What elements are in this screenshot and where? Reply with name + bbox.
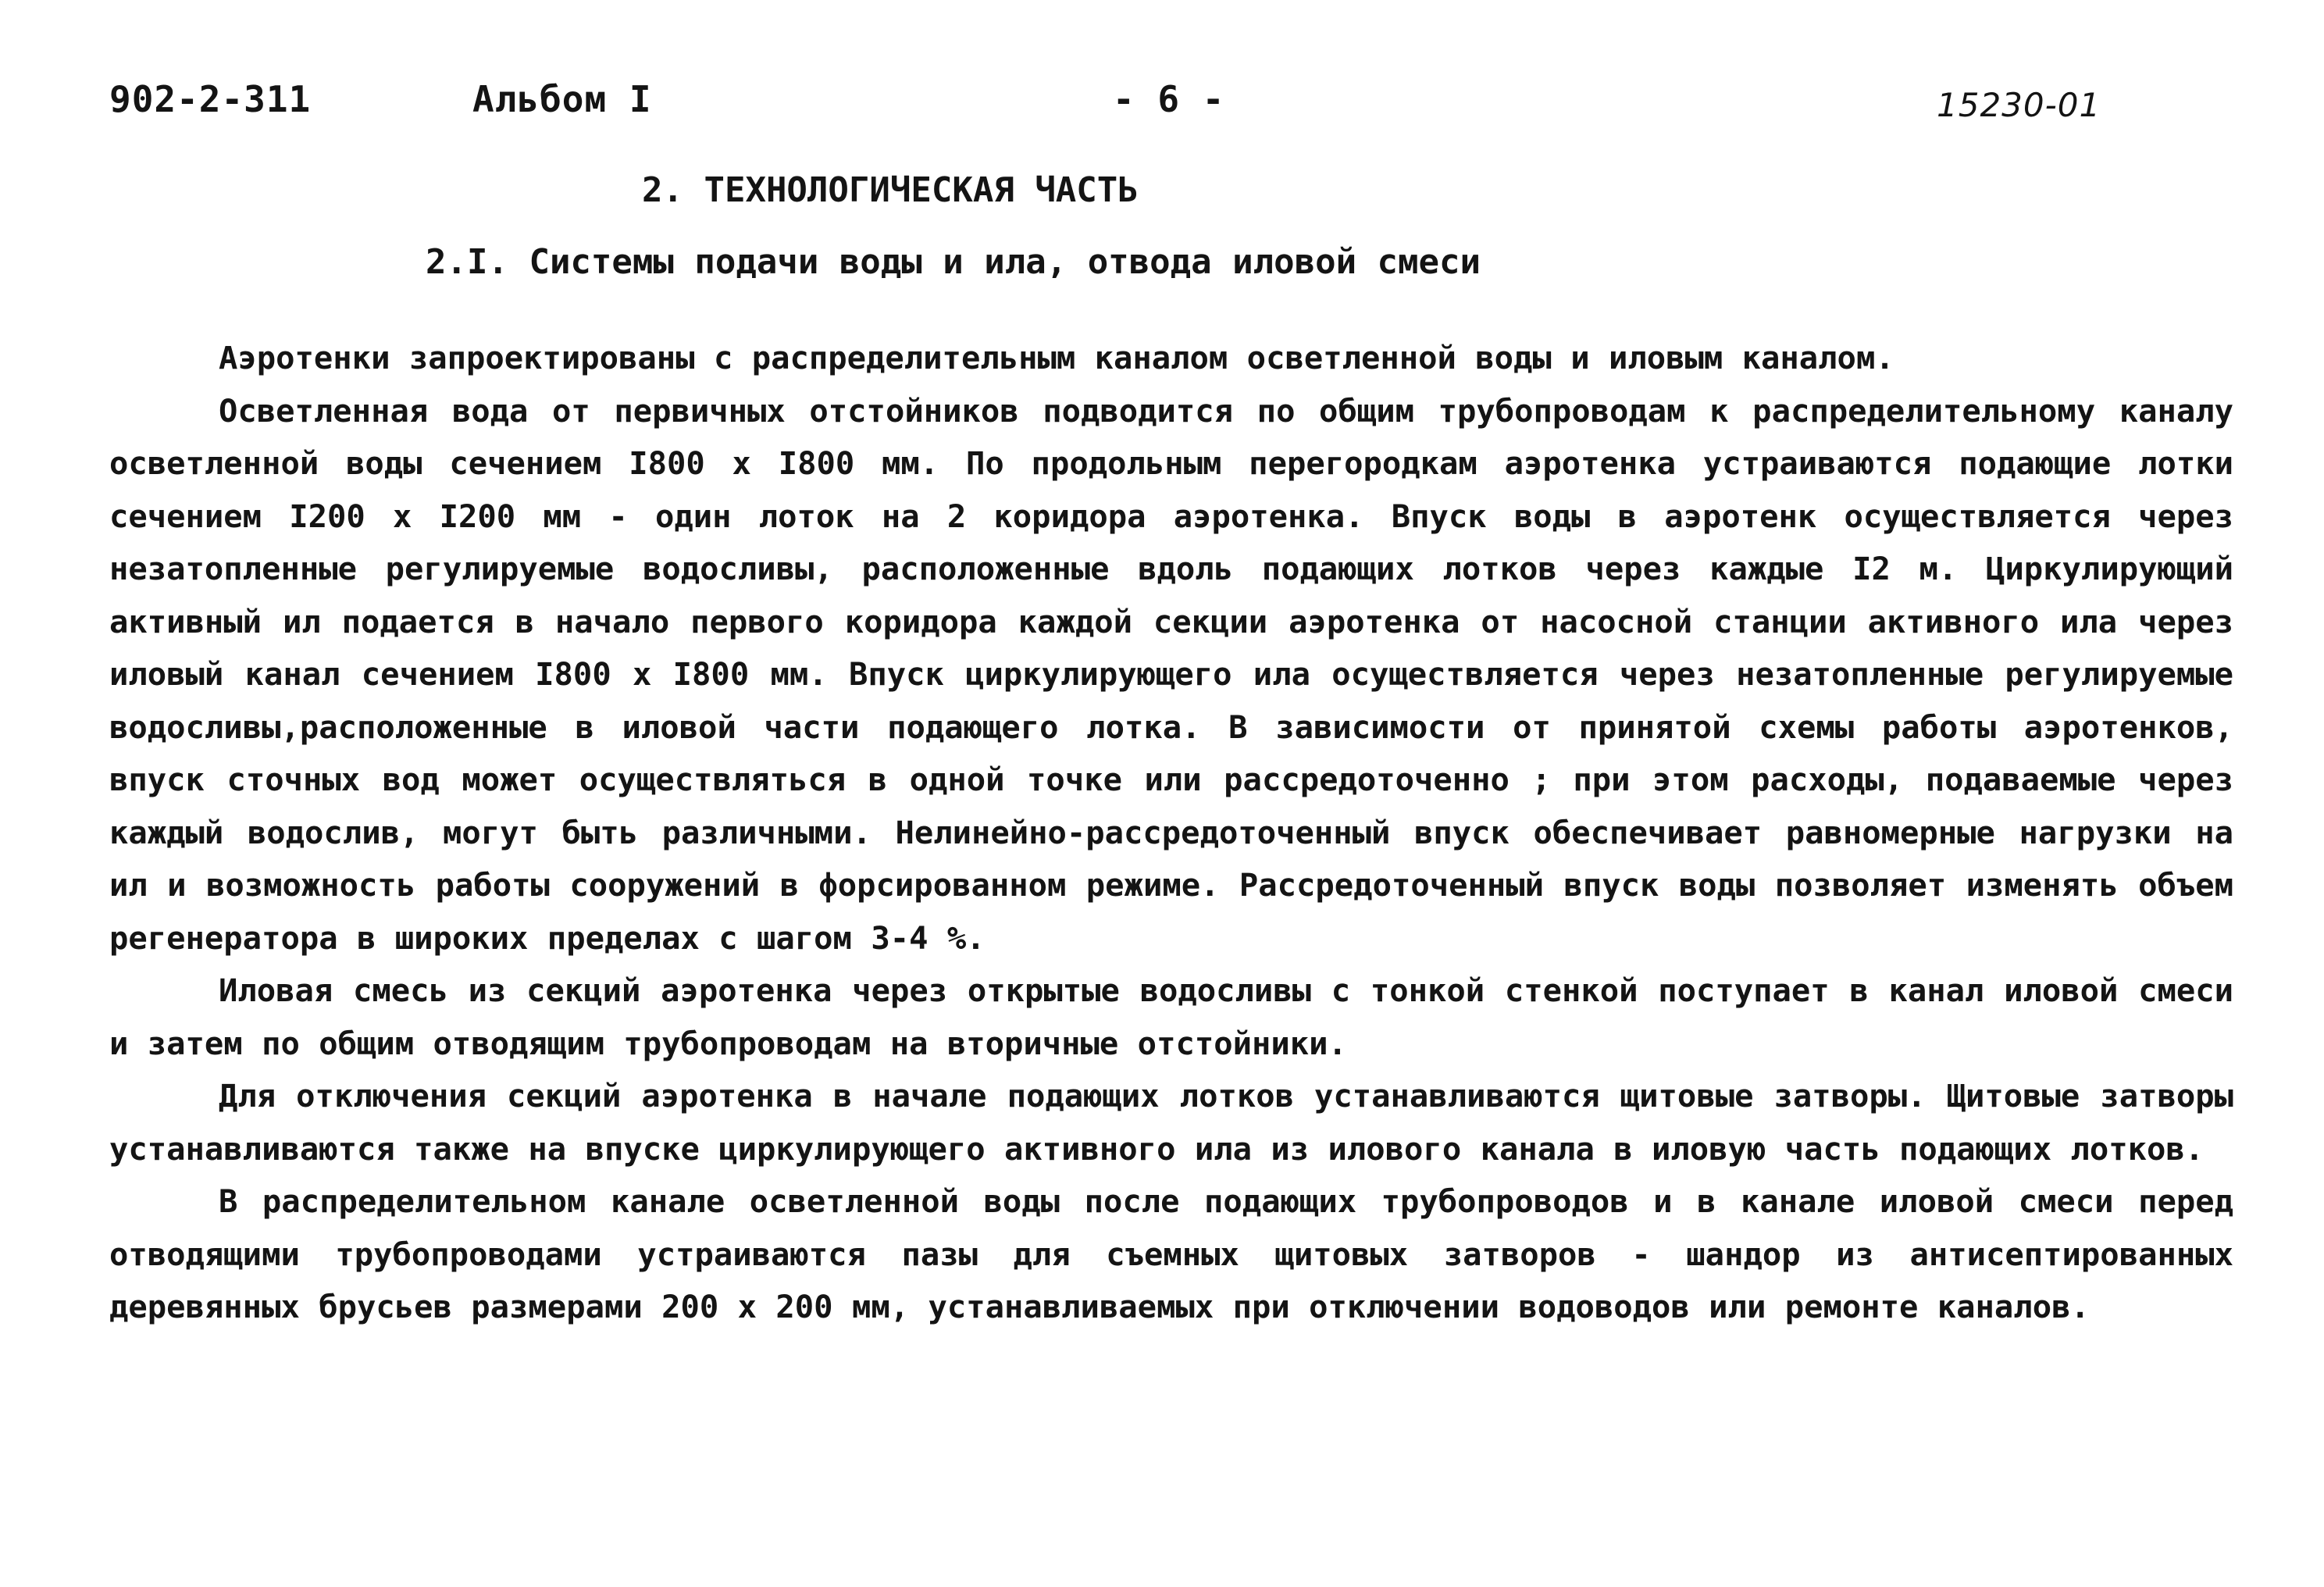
paragraph-gate-valves: Для отключения секций аэротенка в начале подающих лотков устанавливаются щитовые затворы. Щитовые затворы устанавливаются также на впуске циркулирующего активного ила из илового канала в иловую часть подающих лотков. (109, 1077, 2233, 1168)
page-number: - 6 - (1113, 78, 1225, 120)
body-text (109, 332, 2233, 1334)
paragraph-stop-logs: В распределительном канале осветленной воды после подающих трубопроводов и в канале иловой смеси перед отводящими трубопроводами устраиваются пазы для съемных щитовых затворов - шандор из антисептированных деревянных брусьев размерами 200 x 200 мм, устанавливаемых при отключении водоводов или ремонте каналов. (109, 1182, 2233, 1325)
inventory-number: 15230-01 (1937, 86, 2101, 124)
section-title: 2. ТЕХНОЛОГИЧЕСКАЯ ЧАСТЬ (642, 170, 1139, 210)
paragraph-sludge-mixture: Иловая смесь из секций аэротенка через открытые водосливы с тонкой стенкой поступает в канал иловой смеси и затем по общим отводящим трубопроводам на вторичные отстойники. (109, 972, 2233, 1062)
paragraph-water-supply: Осветленная вода от первичных отстойников подводится по общим трубопроводам к распределительному каналу осветленной воды сечением I800 x I800 мм. По продольным перегородкам аэротенка устраиваются подающие лотки сечением I200 x I200 мм - один лоток на 2 коридора аэротенка. Впуск воды в аэротенк осуществляется через незатопленные регулируемые водосливы, расположенные вдоль подающих лотков через каждые I2 м. Циркулирующий активный ил подается в начало первого коридора каждой секции аэротенка от насосной станции активного ила через иловый канал сечением I800 x I800 мм. Впуск циркулирующего ила осуществляется через незатопленные регулируемые водосливы,расположенные в иловой части подающего лотка. В зависимости от принятой схемы работы аэротенков, впуск сточных вод может осуществляться в одной точке или рассредоточенно ; при этом расходы, подаваемые через каждый водослив, могут быть различными. Нелинейно-рассредоточенный впуск обеспечивает равномерные нагрузки на ил и возможность работы сооружений в форсированном режиме. Рассредоточенный впуск воды позволяет изменять объем регенератора в широких пределах с шагом 3-4 %. (109, 391, 2233, 957)
document-code: 902-2-311 (109, 78, 312, 120)
paragraph-intro: Аэротенки запроектированы с распределительным каналом осветленной воды и иловым каналом. (219, 339, 1894, 376)
subsection-title: 2.I. Системы подачи воды и ила, отвода иловой смеси (426, 242, 1481, 282)
album-label: Альбом I (472, 78, 652, 120)
